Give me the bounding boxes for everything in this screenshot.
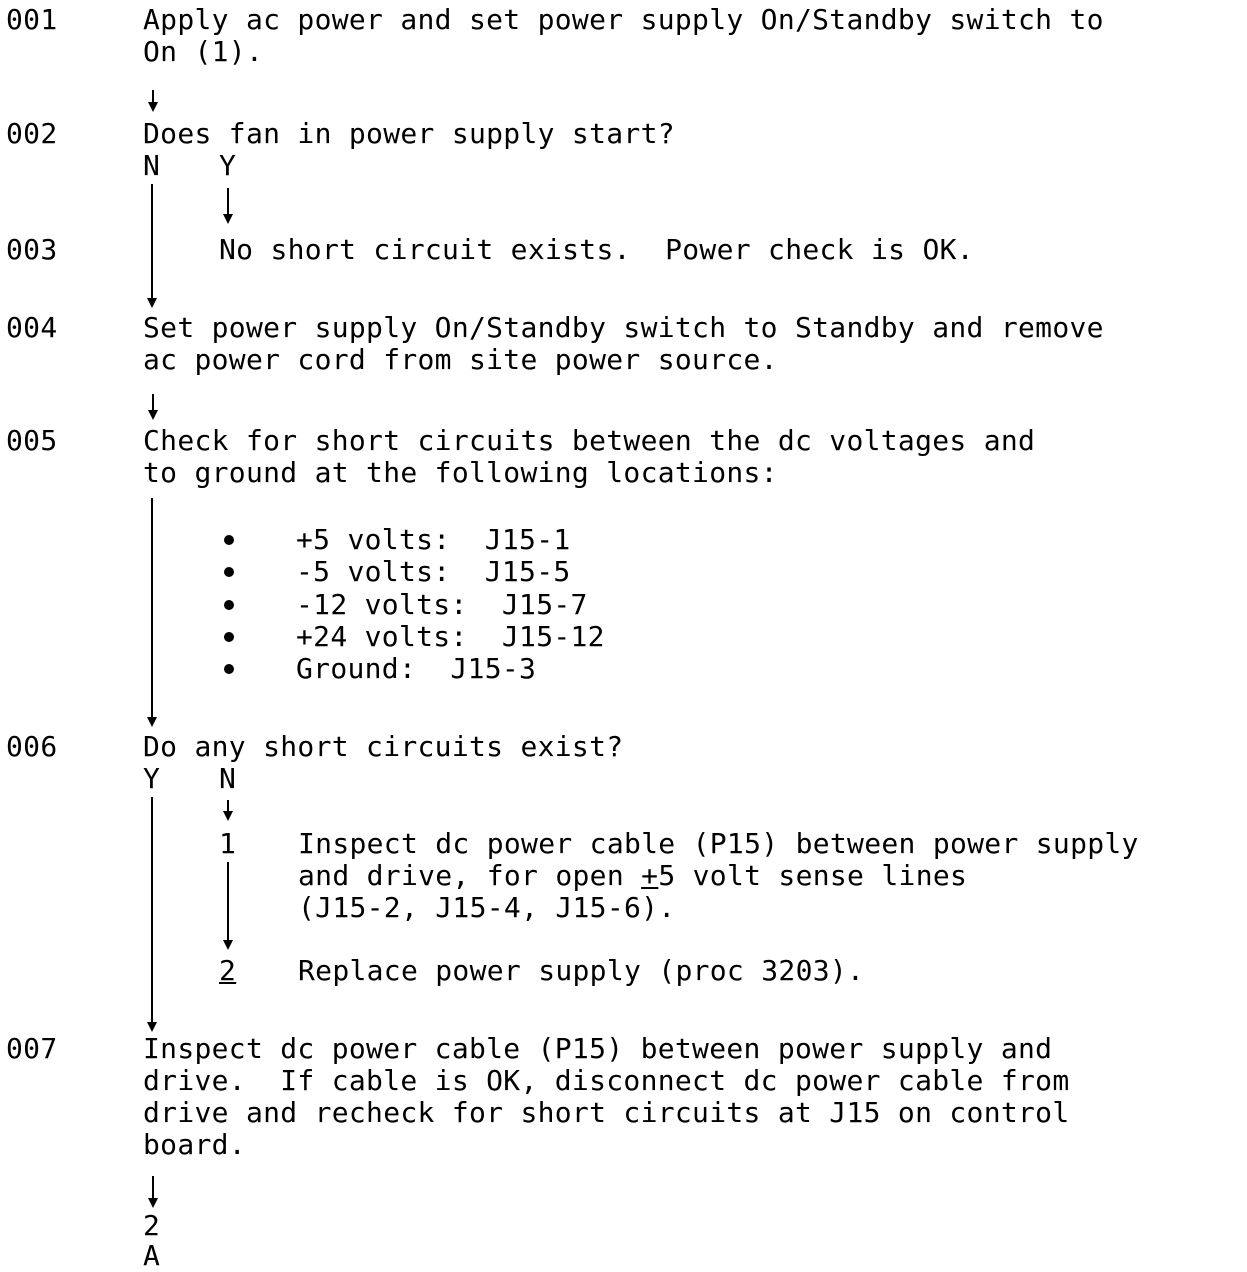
substep-text: Inspect dc power cable (P15) between power supply [298,827,1139,860]
arrow-down-icon [148,102,158,112]
arrow-down-icon [147,1022,157,1032]
arrow-down-icon [147,298,157,308]
connector-letter: A [143,1239,161,1272]
bullet-icon [224,535,234,545]
flow-line [227,862,229,942]
bullet-icon [224,567,234,577]
bullet-item: Ground: J15-3 [296,652,537,685]
flow-line [151,797,153,1023]
step-number: 006 [6,730,58,763]
step-text: Inspect dc power cable (P15) between power supply and [143,1032,1053,1065]
bullet-item: -5 volts: J15-5 [296,555,571,588]
arrow-down-icon [148,410,158,420]
plus-minus-sign: + [641,859,659,892]
connector-page: 2 [143,1209,161,1242]
step-text: Apply ac power and set power supply On/Standby switch to [143,3,1104,36]
step-text: Set power supply On/Standby switch to Standby and remove [143,311,1104,344]
step-number: 007 [6,1032,58,1065]
step-text: board. [143,1128,246,1161]
substep-number: 2 [219,954,237,987]
substep-text: (J15-2, J15-4, J15-6). [298,891,676,924]
bullet-icon [224,664,234,674]
substep-number: 1 [219,827,237,860]
step-text: to ground at the following locations: [143,456,778,489]
bullet-item: -12 volts: J15-7 [296,588,588,621]
step-number: 001 [6,3,58,36]
substep-text: and drive, for open [298,859,642,892]
arrow-down-icon [223,940,233,950]
substep-text: 5 volt sense lines [658,859,968,892]
step-text: ac power cord from site power source. [143,343,778,376]
bullet-icon [224,632,234,642]
step-number: 003 [6,233,58,266]
step-text: Check for short circuits between the dc voltages and [143,424,1036,457]
step-text: drive. If cable is OK, disconnect dc power cable from [143,1064,1070,1097]
substep-text: Replace power supply (proc 3203). [298,954,865,987]
bullet-item: +24 volts: J15-12 [296,620,605,653]
flow-line [151,184,153,299]
step-number: 005 [6,424,58,457]
step-number: 002 [6,117,58,150]
step-text: On (1). [143,35,264,68]
bullet-icon [224,600,234,610]
bullet-item: +5 volts: J15-1 [296,523,571,556]
arrow-down-icon [223,214,233,224]
arrow-down-icon [147,717,157,727]
step-text: Do any short circuits exist? [143,730,624,763]
arrow-down-icon [223,811,233,821]
flow-line [152,1176,154,1200]
flow-line [227,188,229,216]
branch-no-label: N [143,149,161,182]
branch-yes-label: Y [219,149,237,182]
step-text: drive and recheck for short circuits at J15 on control [143,1096,1070,1129]
step-text: No short circuit exists. Power check is OK. [219,233,974,266]
branch-no-label: N [219,762,237,795]
substep-text-line [298,860,967,892]
flow-line [151,498,153,718]
arrow-down-icon [148,1198,158,1208]
branch-yes-label: Y [143,762,161,795]
step-text: Does fan in power supply start? [143,117,675,150]
step-number: 004 [6,311,58,344]
